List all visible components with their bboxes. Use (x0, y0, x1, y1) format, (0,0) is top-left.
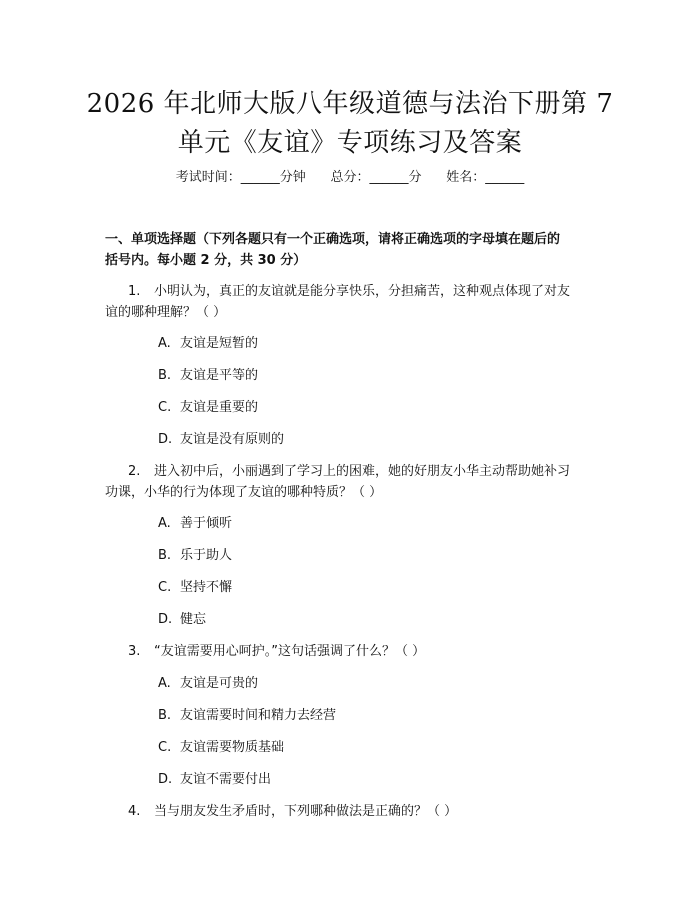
question-1-line-2: 谊的哪种理解？（ ） (105, 305, 227, 320)
question-2-line-2: 功课，小华的行为体现了友谊的哪种特质？（ ） (105, 485, 383, 500)
section-heading-line-1: 一、单项选择题（下列各题只有一个正确选项，请将正确选项的字母填在题后的 (105, 232, 561, 247)
option-letter: A. (158, 676, 171, 691)
option-letter: A. (158, 336, 171, 351)
document-title-line-1: 2026 年北师大版八年级道德与法治下册第 7 (86, 89, 614, 119)
question-number: 2. (128, 464, 141, 479)
option-text: 友谊是重要的 (180, 400, 259, 415)
question-2-line-1 (128, 462, 570, 482)
option-text: 友谊是没有原则的 (180, 432, 285, 447)
option-letter: B. (158, 368, 172, 383)
question-text: 当与朋友发生矛盾时，下列哪种做法是正确的？（ ） (154, 804, 458, 819)
option-text: 友谊是可贵的 (180, 676, 259, 691)
option-letter: B. (158, 708, 172, 723)
document-title-line-2: 单元《友谊》专项练习及答案 (177, 128, 523, 158)
question-text: 小明认为，真正的友谊就是能分享快乐，分担痛苦，这种观点体现了对友 (154, 284, 571, 299)
option-letter: C. (158, 580, 172, 595)
question-1-option-d (158, 430, 284, 450)
option-letter: D. (158, 772, 173, 787)
section-heading-line-2: 括号内。每小题 2 分，共 30 分） (105, 253, 307, 268)
option-text: 坚持不懈 (180, 580, 233, 595)
question-1-option-c (158, 398, 258, 418)
question-4-line-1 (128, 802, 457, 822)
option-text: 友谊不需要付出 (180, 772, 272, 787)
question-3-option-c (158, 738, 284, 758)
option-text: 友谊是平等的 (180, 368, 259, 383)
question-number: 1. (128, 284, 141, 299)
option-letter: B. (158, 548, 172, 563)
question-number: 3. (128, 644, 141, 659)
option-letter: A. (158, 516, 171, 531)
option-letter: D. (158, 612, 173, 627)
option-letter: C. (158, 400, 172, 415)
question-text: “友谊需要用心呵护。”这句话强调了什么？（ ） (154, 644, 426, 659)
question-2-option-d (158, 610, 206, 630)
exam-info-line: 考试时间：______分钟 总分：______分 姓名：______ (175, 170, 525, 185)
question-1-option-a (158, 334, 258, 354)
question-3-option-d (158, 770, 271, 790)
option-letter: C. (158, 740, 172, 755)
question-1-line-1 (128, 282, 570, 302)
question-3-option-b (158, 706, 336, 726)
option-letter: D. (158, 432, 173, 447)
option-text: 乐于助人 (180, 548, 233, 563)
question-2-option-b (158, 546, 232, 566)
question-2-option-a (158, 514, 232, 534)
option-text: 友谊需要时间和精力去经营 (180, 708, 337, 723)
option-text: 善于倾听 (180, 516, 233, 531)
option-text: 健忘 (180, 612, 207, 627)
question-3-line-1 (128, 642, 425, 662)
question-3-option-a (158, 674, 258, 694)
question-text: 进入初中后，小丽遇到了学习上的困难，她的好朋友小华主动帮助她补习 (154, 464, 571, 479)
question-1-option-b (158, 366, 258, 386)
option-text: 友谊是短暂的 (180, 336, 259, 351)
question-2-option-c (158, 578, 232, 598)
option-text: 友谊需要物质基础 (180, 740, 285, 755)
question-number: 4. (128, 804, 141, 819)
